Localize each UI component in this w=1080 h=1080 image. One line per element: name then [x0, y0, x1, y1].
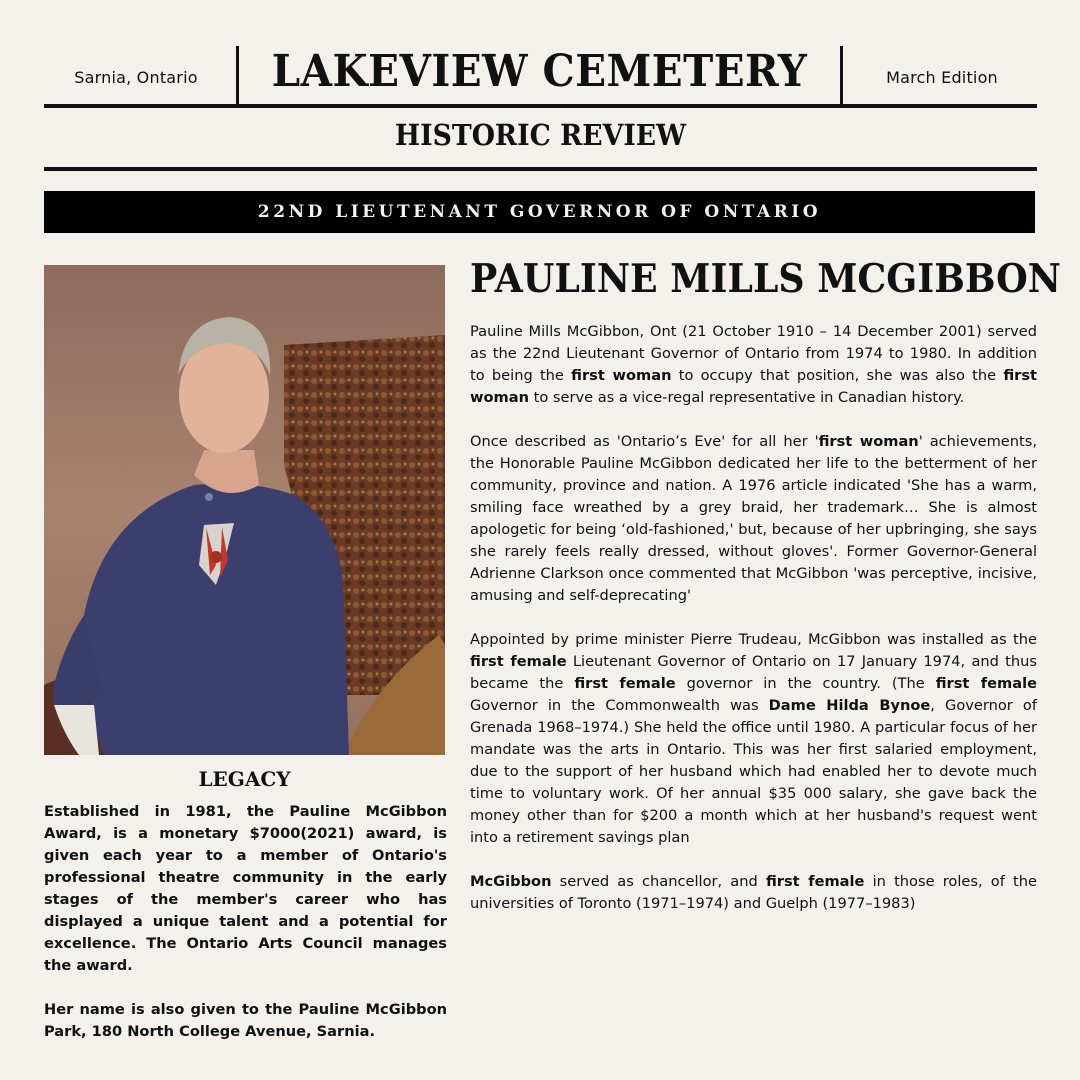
bold-run: first woman	[818, 433, 919, 450]
text-run: Governor in the Commonwealth was	[470, 697, 769, 714]
article-paragraph-3	[470, 629, 1037, 849]
text-run: Once described as 'Ontario’s Eve' for all her '	[470, 433, 819, 450]
legacy-paragraph: Established in 1981, the Pauline McGibbon Award, is a monetary $7000(2021) award, is given each year to a member of Ontario's professional theatre community in the early stages of the member's career who has displayed a unique talent and a potential for excellence. The Ontario Arts Council manages the award.	[44, 803, 447, 974]
legacy-paragraph: Her name is also given to the Pauline McGibbon Park, 180 North College Avenue, Sarnia.	[44, 1001, 447, 1040]
text-run: Pauline Mills McGibbon, Ont (21 October 1910 – 14 December 2001) served as the 22nd Lieutenant Governor of Ontario from 1974 to 1980. In addition to being the	[470, 323, 1037, 384]
bold-run: first female	[765, 873, 865, 890]
bold-run: McGibbon	[470, 873, 552, 890]
article-paragraph-4	[470, 871, 1037, 915]
bold-run: first female	[470, 653, 567, 670]
portrait-photo	[44, 265, 445, 755]
location-label: Sarnia, Ontario	[74, 68, 198, 87]
bold-run: first woman	[571, 367, 672, 384]
text-run: governor in the country. (The	[675, 675, 936, 692]
bold-run: Dame Hilda Bynoe	[768, 697, 931, 714]
article-paragraph-1	[470, 321, 1037, 409]
portrait-illustration	[44, 265, 445, 755]
publication-subtitle: HISTORIC REVIEW	[394, 118, 687, 152]
masthead-rule-top	[44, 104, 1037, 108]
article-paragraph-2	[470, 431, 1037, 607]
article-body	[470, 321, 1037, 937]
text-run: to serve as a vice-regal representative in Canadian history.	[528, 389, 965, 406]
article-heading: PAULINE MILLS MCGIBBON	[470, 256, 1061, 302]
text-run: served as chancellor, and	[551, 873, 766, 890]
masthead-row	[44, 44, 1037, 106]
publication-title: LAKEVIEW CEMETERY	[271, 46, 808, 97]
text-run: in those roles, of the universities of Toronto (1971–1974) and Guelph (1977–1983)	[470, 873, 1037, 912]
bold-run: first woman	[470, 367, 1038, 406]
bold-run: first female	[935, 675, 1037, 692]
text-run: Appointed by prime minister Pierre Trudeau, McGibbon was installed as the	[470, 631, 1037, 648]
text-run: to occupy that position, she was also the	[671, 367, 1004, 384]
masthead-rule-bottom	[44, 167, 1037, 171]
legacy-body	[44, 801, 447, 1065]
edition-label: March Edition	[886, 68, 998, 87]
divider-right	[840, 46, 843, 106]
text-run: Lieutenant Governor of Ontario on 17 January 1974, and thus became the	[470, 653, 1037, 692]
legacy-title: LEGACY	[198, 767, 291, 791]
bold-run: first female	[574, 675, 676, 692]
text-run: ' achievements, the Honorable Pauline McGibbon dedicated her life to the betterment of her community, province and nation. A 1976 article indicated 'She has a warm, smiling face wreathed by a grey braid, her trademark… She is almost apologetic for being ‘old-fashioned,' but, because of her upbringing, she says she rarely feels really dressed, without gloves'. Former Governor-General Adrienne Clarkson once commented that McGibbon 'was perceptive, incisive, amusing and self-deprecating'	[470, 433, 1037, 604]
divider-left	[236, 46, 239, 106]
section-banner: 22ND LIEUTENANT GOVERNOR OF ONTARIO	[44, 191, 1035, 233]
text-run: , Governor of Grenada 1968–1974.) She held the office until 1980. A particular focus of her mandate was the arts in Ontario. This was her first salaried employment, due to the support of her husband which had enabled her to devote much time to voluntary work. Of her annual $35 000 salary, she gave back the money other than for $200 a month which at her husband's request went into a retirement savings plan	[470, 697, 1037, 846]
